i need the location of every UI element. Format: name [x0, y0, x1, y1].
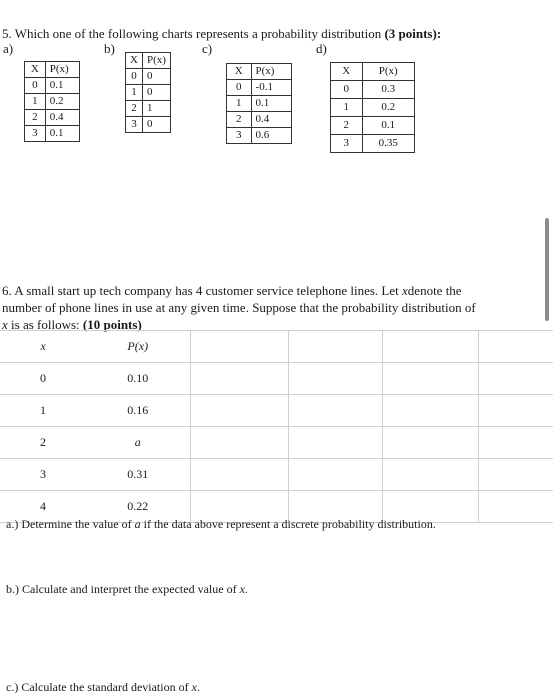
empty-cell	[288, 331, 382, 363]
variable-x: x	[402, 283, 408, 298]
table-row	[0, 427, 553, 459]
table-cell: 3	[126, 117, 143, 133]
table-header: P(x)	[142, 53, 170, 69]
table-row	[0, 363, 553, 395]
table-cell: 3	[25, 126, 46, 142]
table-row	[0, 395, 553, 427]
empty-cell	[478, 427, 553, 459]
part-a-question	[6, 517, 436, 532]
part-a-text: a.) Determine the value of	[6, 517, 135, 531]
table-cell: 0.1	[45, 126, 79, 142]
table-header: X	[25, 62, 46, 78]
option-b-table	[125, 52, 171, 133]
part-c-text: c.) Calculate the standard deviation of	[6, 680, 192, 694]
table-cell: 0.1	[251, 96, 291, 112]
table-cell: 0	[142, 69, 170, 85]
variable-x: x	[191, 680, 197, 694]
empty-cell	[382, 427, 478, 459]
table-cell: 2	[331, 117, 363, 135]
column-header-x: x	[0, 331, 86, 363]
part-b-text: b.) Calculate and interpret the expected value of	[6, 582, 240, 596]
table-cell: 0.22	[86, 491, 190, 523]
option-d-table	[330, 62, 415, 153]
option-b-label: b)	[104, 41, 115, 56]
empty-cell	[478, 331, 553, 363]
question-6-points: (10 points)	[82, 317, 142, 332]
question-6-line-2: number of phone lines in use at any given time. Suppose that the probability distribution of	[2, 300, 476, 315]
table-cell: 0	[126, 69, 143, 85]
table-row	[0, 331, 553, 363]
empty-cell	[478, 491, 553, 523]
question-5-heading	[2, 26, 441, 42]
part-b-text-end: .	[244, 582, 248, 596]
option-c-label: c)	[202, 41, 213, 56]
option-c-table	[226, 63, 292, 144]
question-5-points: (3 points):	[384, 26, 442, 41]
option-a-label: a)	[3, 41, 14, 56]
part-b-question	[6, 582, 248, 597]
empty-cell	[382, 331, 478, 363]
empty-cell	[190, 395, 288, 427]
option-d-label: d)	[316, 41, 327, 56]
empty-cell	[190, 363, 288, 395]
variable-x: x	[239, 582, 245, 596]
table-cell: 2	[227, 112, 252, 128]
table-cell: 0.1	[362, 117, 415, 135]
table-cell: 3	[227, 128, 252, 144]
column-header-px: P(x)	[86, 331, 190, 363]
empty-cell	[288, 395, 382, 427]
table-cell: 0.31	[86, 459, 190, 491]
variable-a: a	[134, 517, 141, 531]
table-cell: 1	[126, 85, 143, 101]
table-cell: 0.10	[86, 363, 190, 395]
variable-x: x	[2, 317, 8, 332]
table-cell: 4	[0, 491, 86, 523]
part-c-question	[6, 680, 200, 695]
table-cell: 2	[0, 427, 86, 459]
table-cell: a	[86, 427, 190, 459]
table-header: P(x)	[251, 64, 291, 80]
empty-cell	[190, 459, 288, 491]
table-cell: 0.16	[86, 395, 190, 427]
table-cell: 0	[142, 117, 170, 133]
distribution-table	[0, 330, 553, 523]
empty-cell	[288, 459, 382, 491]
part-c-text-end: .	[196, 680, 200, 694]
table-header: X	[227, 64, 252, 80]
table-cell: 1	[0, 395, 86, 427]
empty-cell	[382, 395, 478, 427]
empty-cell	[478, 363, 553, 395]
table-cell: 0.4	[45, 110, 79, 126]
table-header: P(x)	[362, 63, 415, 81]
question-6-line-1: 6. A small start up tech company has 4 customer service telephone lines. Let	[2, 283, 403, 298]
table-cell: 0.4	[251, 112, 291, 128]
question-5-text: 5. Which one of the following charts represents a probability distribution	[2, 26, 385, 41]
empty-cell	[382, 363, 478, 395]
table-cell: -0.1	[251, 80, 291, 96]
table-cell: 3	[331, 135, 363, 153]
table-header: X	[331, 63, 363, 81]
scrollbar-thumb[interactable]	[545, 218, 549, 321]
question-6-text	[2, 282, 542, 333]
table-header: X	[126, 53, 143, 69]
table-cell: 2	[126, 101, 143, 117]
table-cell: 0.2	[45, 94, 79, 110]
table-cell: 1	[25, 94, 46, 110]
empty-cell	[382, 459, 478, 491]
table-cell: 1	[331, 99, 363, 117]
empty-cell	[478, 395, 553, 427]
table-cell: 0.35	[362, 135, 415, 153]
table-cell: 0.6	[251, 128, 291, 144]
empty-cell	[288, 363, 382, 395]
empty-cell	[478, 459, 553, 491]
option-a-table	[24, 61, 80, 142]
empty-cell	[190, 427, 288, 459]
question-6-line-1b: denote the	[407, 283, 462, 298]
table-cell: 0.2	[362, 99, 415, 117]
empty-cell	[190, 331, 288, 363]
table-cell: 3	[0, 459, 86, 491]
part-a-text-end: if the data above represent a discrete probability distribution.	[140, 517, 436, 531]
table-cell: 0	[0, 363, 86, 395]
table-cell: 2	[25, 110, 46, 126]
table-cell: 0.3	[362, 81, 415, 99]
table-cell: 1	[142, 101, 170, 117]
table-cell: 1	[227, 96, 252, 112]
table-cell: 0	[227, 80, 252, 96]
table-cell: 0	[25, 78, 46, 94]
table-cell: 0	[331, 81, 363, 99]
table-cell: 0.1	[45, 78, 79, 94]
table-header: P(x)	[45, 62, 79, 78]
table-cell: 0	[142, 85, 170, 101]
empty-cell	[288, 427, 382, 459]
question-6-line-3: is as follows:	[7, 317, 83, 332]
table-row	[0, 459, 553, 491]
